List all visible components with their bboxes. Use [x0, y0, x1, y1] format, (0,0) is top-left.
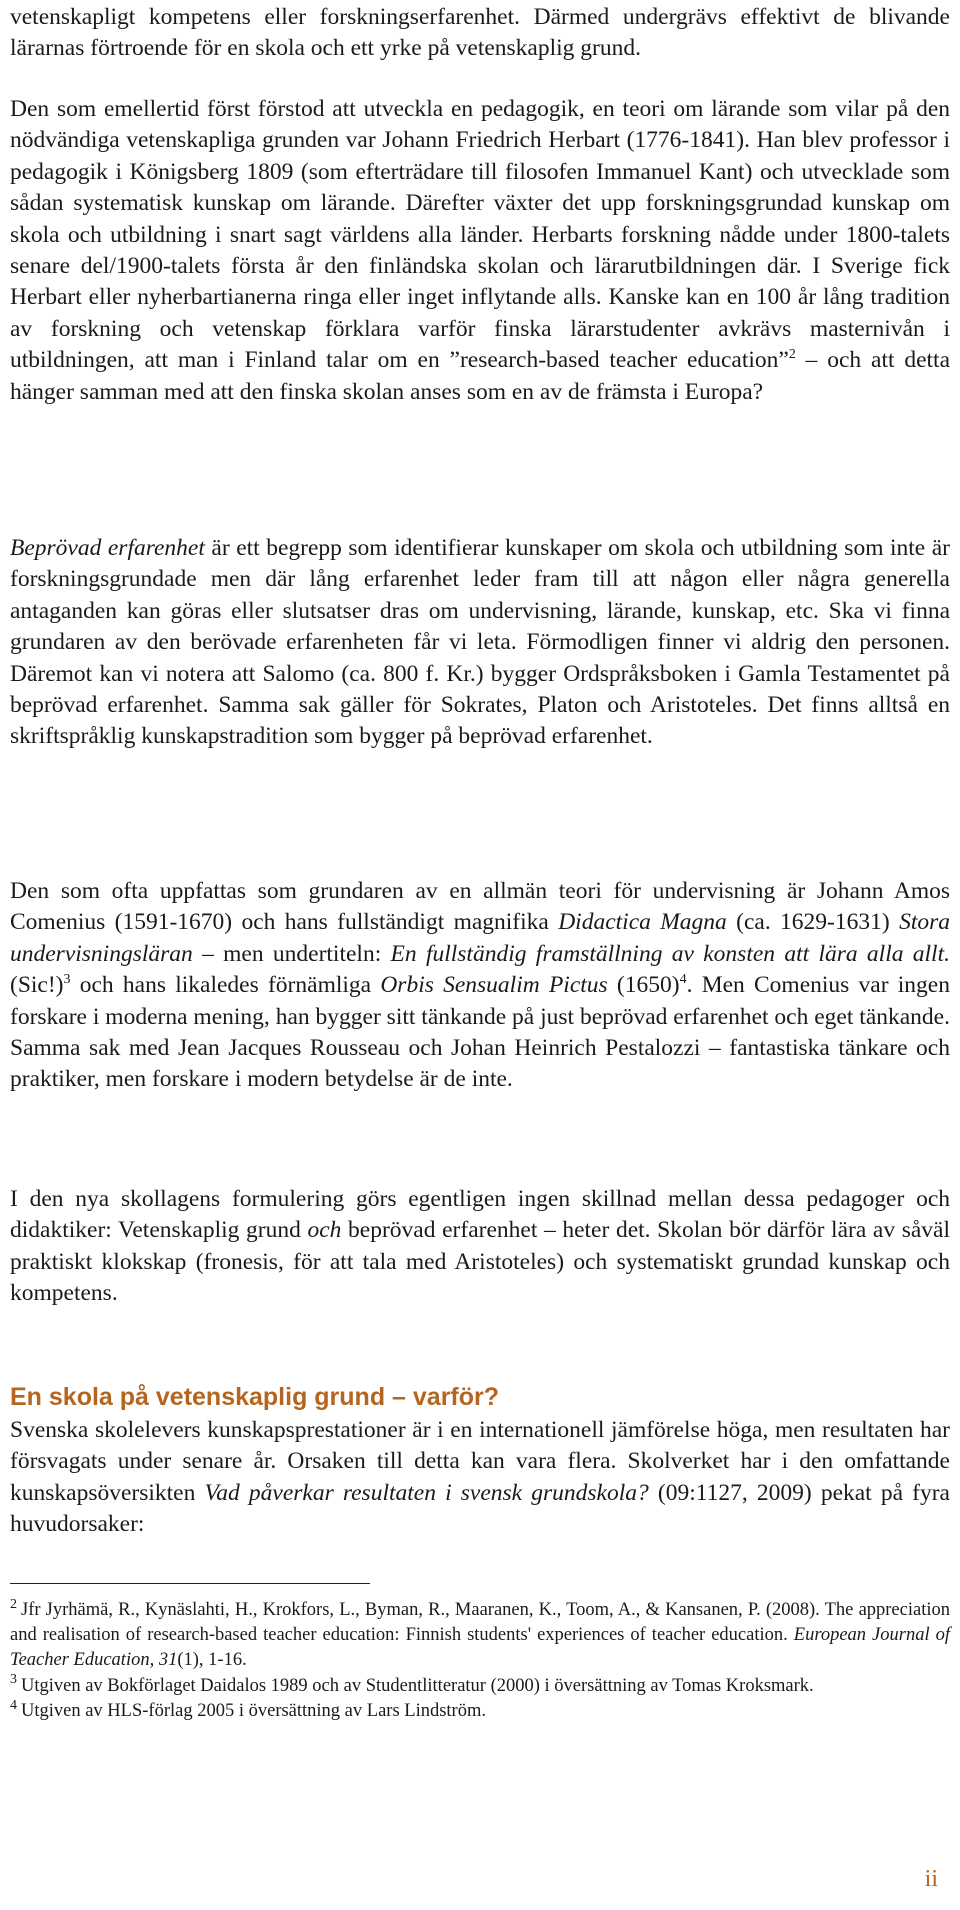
- skolelever-text-b: (09:1127, 2009) pekat på fyra huvudorsaker:: [10, 1479, 950, 1538]
- paragraph-herbart-text: Den som emellertid först förstod att utveckla en pedagogik, en teori om lärande som vilar på den nödvändiga vetenskapliga grunden var Johann Friedrich Herbart (1776-1841). Han blev professor i pedagogik i Königsberg 1809 (som efterträdare till filosofen Immanuel Kant) och utvecklade som sådan systematisk kunskap om lärande. Därefter växter det upp forskningsgrundad kunskap om skola och utbildning i snart sagt världens alla länder. Herbarts forskning nådde under 1800-talets senare del/1900-talets första år den finländska skolan och lärarutbildningen där. I Sverige fick Herbart eller nyherbartianerna ringa eller inget inflytande alls. Kanske kan en 100 år lång tradition av forskning och vetenskap förklara varför finska lärarstudenter avkrävs masternivån i utbildningen, att man i Finland talar om en ”research-based teacher education”: [10, 96, 950, 374]
- page-number: ii: [924, 1866, 938, 1892]
- footnote-3-text: Utgiven av Bokförlaget Daidalos 1989 och av Studentlitteratur (2000) i översättning av Tomas Kroksmark.: [21, 1675, 814, 1696]
- title-vad-paverkar: Vad påverkar resultaten i svensk grundskola?: [204, 1479, 649, 1506]
- emphasis-och: och: [307, 1217, 342, 1244]
- comenius-text-b: (ca. 1629-1631): [726, 909, 900, 936]
- paragraph-beprovad-text: är ett begrepp som identifierar kunskaper om skola och utbildning som inte är forskningsgrundade men där lång erfarenhet leder fram till att någon eller några generella antaganden kan göras eller slutsatser dras om undervisning, lärande, kunskap, etc. Ska vi finna grundaren av den berövade erfarenheten får vi leta. Förmodligen finner vi aldrig den personen. Däremot kan vi notera att Salomo (ca. 800 f. Kr.) bygger Ordspråksboken i Gamla Testamentet på beprövad erfarenhet. Samma sak gäller för Sokrates, Platon och Aristoteles. Det finns alltså en skriftspråklig kunskapstradition som bygger på beprövad erfarenhet.: [10, 535, 951, 750]
- footnote-4: [10, 1699, 950, 1724]
- title-didactica-magna: Didactica Magna: [558, 909, 727, 936]
- paragraph-intro-text: vetenskapligt kompetens eller forskningserfarenhet. Därmed undergrävs effektivt de blivande lärarnas förtroende för en skola och ett yrke på vetenskaplig grund.: [10, 4, 950, 62]
- footnote-ref-3[interactable]: 3: [63, 972, 71, 988]
- paragraph-skollagen: [10, 1184, 950, 1310]
- section-heading: En skola på vetenskaplig grund – varför?: [10, 1383, 500, 1411]
- comenius-text-d: (Sic!): [10, 972, 64, 999]
- footnote-2-journal: European Journal of Teacher Education, 31: [10, 1625, 950, 1671]
- footnote-2-text: Jfr Jyrhämä, R., Kynäslahti, H., Krokfors, L., Byman, R., Maaranen, K., Toom, A., & Kansanen, P. (2008). The appreciation and realisation of research-based teacher education: Finnish students' experiences of teacher education.: [10, 1600, 950, 1646]
- comenius-text-a: Den som ofta uppfattas som grundaren av en allmän teori för undervisning är Johann Amos Comenius (1591-1670) och hans fullständigt magnifika: [10, 878, 950, 936]
- comenius-text-e: och hans likaledes förnämliga: [70, 972, 381, 999]
- footnote-ref-4[interactable]: 4: [679, 972, 687, 988]
- skolelever-text-a: Svenska skolelevers kunskapsprestationer är i en internationell jämförelse höga, men resultaten har försvagats under senare år. Orsaken till detta kan vara flera. Skolverket har i den omfattande kunskapsöversikten: [10, 1417, 950, 1506]
- footnote-number: 4: [10, 1697, 17, 1713]
- footnote-2: [10, 1598, 950, 1674]
- footnote-ref-2[interactable]: 2: [788, 347, 796, 363]
- subtitle-fullstandig-framstallning: En fullständig framställning av konsten att lära alla allt.: [390, 940, 950, 967]
- paragraph-svenska-skolelever: [10, 1415, 950, 1541]
- term-beprovad-erfarenhet: Beprövad erfarenhet: [10, 535, 205, 561]
- footnote-2-pages: (1), 1-16.: [177, 1650, 247, 1671]
- skollagen-text-b: beprövad erfarenhet – heter det. Skolan bör därför lära av såväl praktiskt klokskap (fronesis, för att tala med Aristoteles) och systematiskt grundad kunskap och kompetens.: [10, 1217, 950, 1307]
- paragraph-herbart: [10, 94, 950, 408]
- paragraph-beprovad: [10, 533, 950, 753]
- comenius-text-f: (1650): [607, 972, 680, 999]
- footnotes: [10, 1598, 950, 1724]
- title-orbis-sensualim-pictus: Orbis Sensualim Pictus: [380, 972, 608, 999]
- comenius-text-g: . Men Comenius var ingen forskare i moderna mening, han bygger sitt tänkande på just beprövad erfarenhet och eget tänkande. Samma sak med Jean Jacques Rousseau och Johan Heinrich Pestalozzi – fantastiska tänkare och praktiker, men forskare i modern betydelse är de inte.: [10, 972, 950, 1093]
- footnote-number: 3: [10, 1672, 17, 1688]
- paragraph-intro: [10, 2, 950, 65]
- comenius-text-c: – men undertiteln:: [192, 940, 391, 967]
- footnote-separator: [10, 1583, 370, 1584]
- skollagen-text-a: I den nya skollagens formulering görs egentligen ingen skillnad mellan dessa pedagoger och didaktiker: Vetenskaplig grund: [10, 1186, 950, 1244]
- footnote-number: 2: [10, 1596, 17, 1612]
- footnote-3: [10, 1674, 950, 1699]
- paragraph-herbart-tail: – och att detta hänger samman med att den finska skolan anses som en av de främsta i Europa?: [10, 347, 950, 405]
- paragraph-comenius: [10, 876, 950, 1096]
- footnote-4-text: Utgiven av HLS-förlag 2005 i översättning av Lars Lindström.: [21, 1700, 486, 1721]
- title-stora-undervisningslaran: Stora undervisningsläran: [10, 909, 950, 967]
